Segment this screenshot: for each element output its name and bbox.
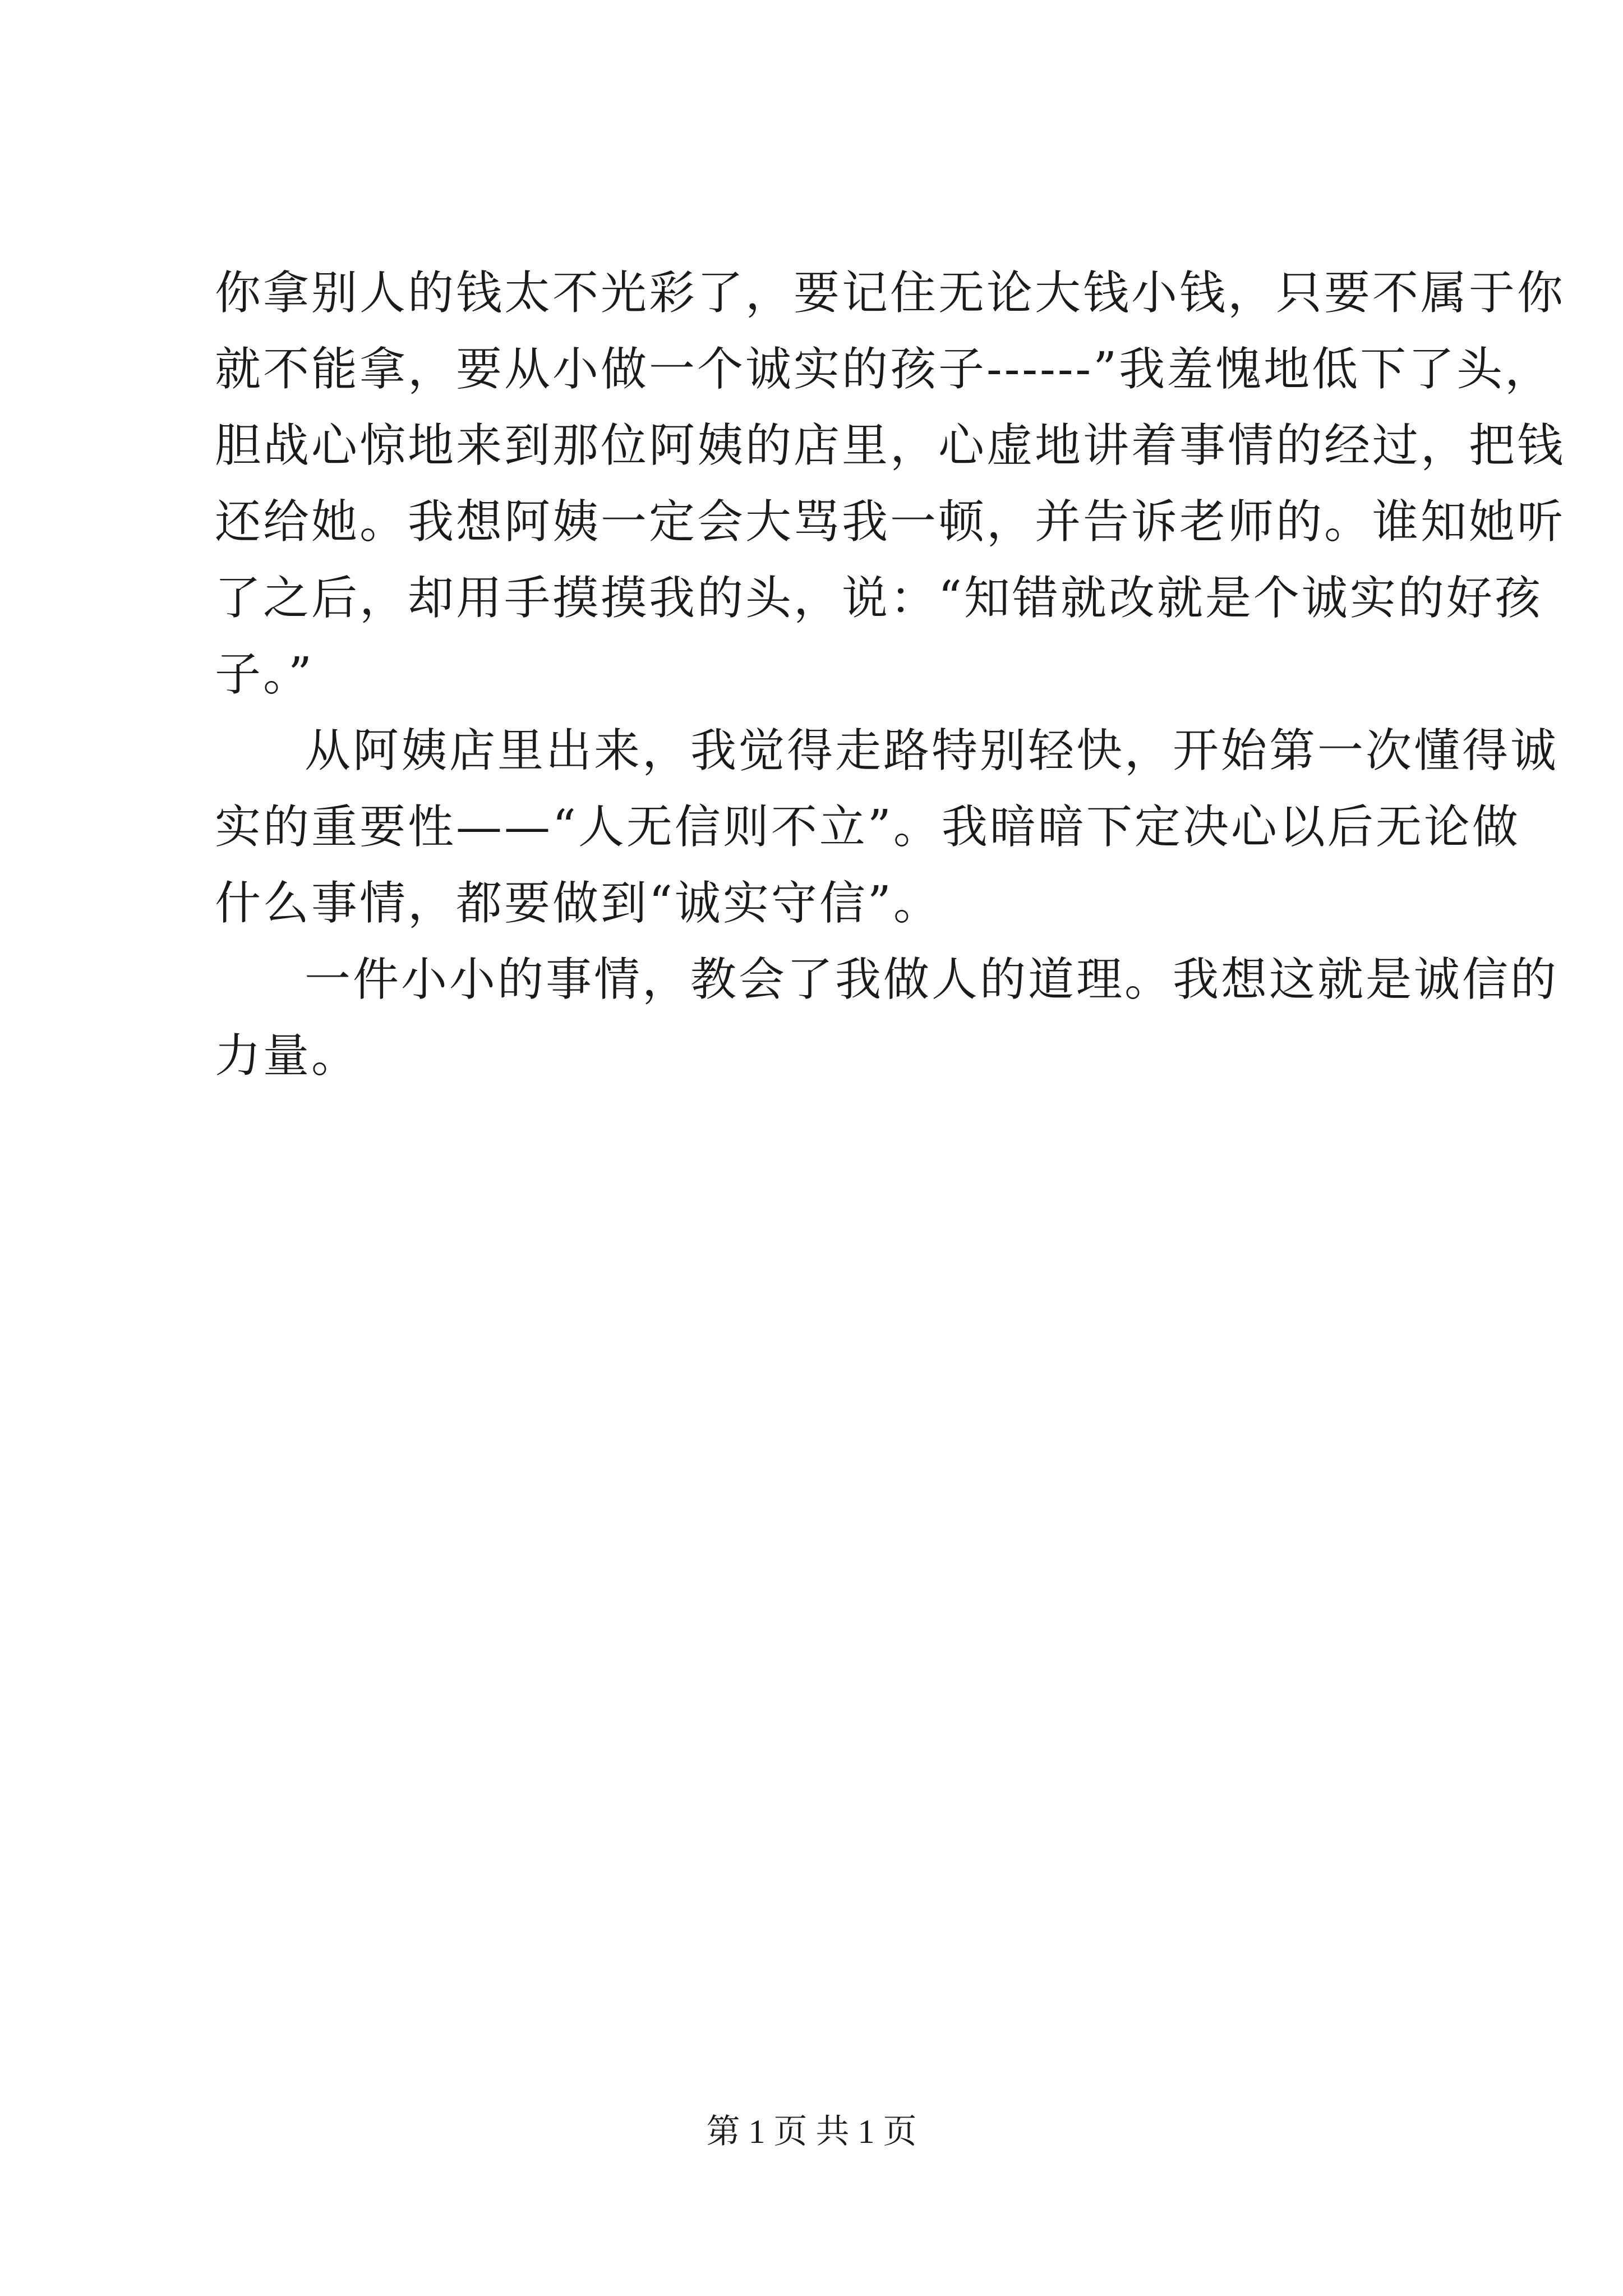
text-line: 了之后，却用手摸摸我的头，说：“知错就改就是个诚实的好孩	[215, 572, 1543, 625]
document-body	[215, 255, 1566, 1094]
text-line: 你拿别人的钱太不光彩了，要记住无论大钱小钱，只要不属于你	[215, 266, 1566, 320]
page-number: 第 1 页 共 1 页	[706, 2113, 917, 2150]
text-line: 子。”	[215, 648, 314, 701]
text-line: 一件小小的事情，教会了我做人的道理。我想这就是诚信的	[305, 953, 1559, 1006]
text-line: 就不能拿，要从小做一个诚实的孩子------”我羞愧地低下了头，	[215, 343, 1553, 396]
text-line: 胆战心惊地来到那位阿姨的店里，心虚地讲着事情的经过，把钱	[215, 419, 1566, 472]
page-footer	[0, 2109, 1623, 2154]
text-line: 从阿姨店里出来，我觉得走路特别轻快，开始第一次懂得诚	[305, 724, 1559, 777]
text-line: 还给她。我想阿姨一定会大骂我一顿，并告诉老师的。谁知她听	[215, 495, 1566, 549]
text-line: 什么事情，都要做到“诚实守信”。	[215, 877, 942, 930]
text-line: 实的重要性——“人无信则不立”。我暗暗下定决心以后无论做	[215, 800, 1520, 854]
text-line: 力量。	[215, 1029, 360, 1083]
